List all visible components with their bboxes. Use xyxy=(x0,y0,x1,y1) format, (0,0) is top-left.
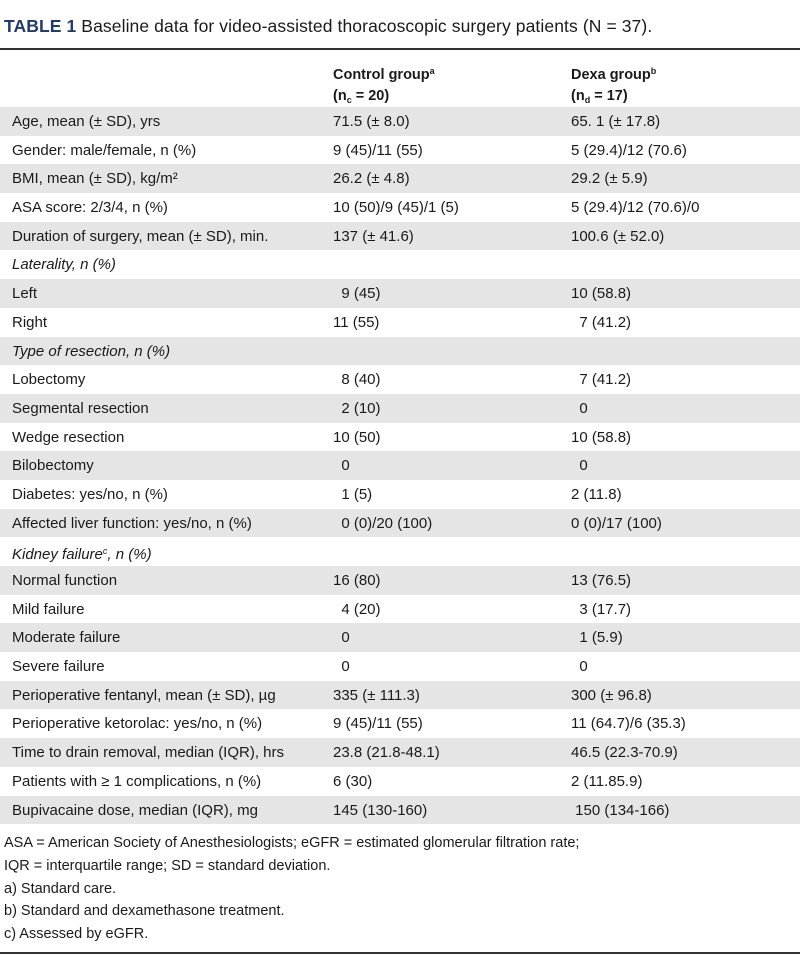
row-label-text: Gender: male/female, n (%) xyxy=(12,141,197,159)
row-label-text: Type of resection, n (%) xyxy=(12,342,171,360)
cell-control: 4 (20) xyxy=(333,600,381,618)
row-label-text: Affected liver function: yes/no, n (%) xyxy=(12,514,252,532)
table-row xyxy=(0,222,800,251)
header-dexa-title: Dexa group xyxy=(571,67,651,83)
row-label-text: Kidney failure xyxy=(12,546,103,564)
row-label-text: Laterality, n (%) xyxy=(12,256,116,274)
row-label-text: Perioperative ketorolac: yes/no, n (%) xyxy=(12,715,263,733)
footnote-line: a) Standard care. xyxy=(4,880,117,897)
row-label-suffix: , n (%) xyxy=(107,546,152,564)
row-label xyxy=(12,801,258,820)
cell-control: 1 (5) xyxy=(333,485,373,503)
header-control-group xyxy=(333,61,435,111)
row-label xyxy=(12,284,37,303)
table-row xyxy=(0,136,800,165)
row-label xyxy=(12,542,152,564)
header-dexa-n-suffix: = 17) xyxy=(590,88,628,104)
row-label xyxy=(12,112,160,131)
cell-control: 16 (80) xyxy=(333,572,381,589)
row-label xyxy=(12,313,47,332)
cell-control: 0 xyxy=(333,658,350,676)
table-row xyxy=(0,423,800,452)
footnote-line: ASA = American Society of Anesthesiologists; eGFR = estimated glomerular filtration rate; xyxy=(4,835,580,851)
top-rule xyxy=(0,48,800,50)
table-row xyxy=(0,652,800,681)
row-label xyxy=(12,686,276,705)
footnote-line: IQR = interquartile range; SD = standard deviation. xyxy=(4,857,331,874)
cell-dexa: 0 xyxy=(571,457,588,475)
header-control-sup: a xyxy=(429,66,435,76)
row-label-text: Right xyxy=(12,313,48,331)
table-row xyxy=(0,709,800,738)
cell-dexa: 10 (58.8) xyxy=(571,428,632,446)
row-label-text: ASA score: 2/3/4, n (%) xyxy=(12,199,168,217)
row-label xyxy=(12,198,168,217)
row-label xyxy=(12,255,116,274)
table-row xyxy=(0,509,800,538)
row-label-text: Left xyxy=(12,285,38,303)
row-label xyxy=(12,772,261,791)
row-label xyxy=(12,628,120,647)
row-label xyxy=(12,227,268,246)
cell-dexa: 300 (± 96.8) xyxy=(571,686,652,704)
cell-dexa: 0 (0)/17 (100) xyxy=(571,514,662,532)
header-control-n-prefix: (n xyxy=(333,88,347,104)
table-row xyxy=(0,308,800,337)
cell-dexa: 100.6 (± 52.0) xyxy=(571,227,665,245)
row-label-text: Perioperative fentanyl, mean (± SD), µg xyxy=(12,686,276,704)
table-row xyxy=(0,480,800,509)
header-control-n-suffix: = 20) xyxy=(351,88,390,104)
cell-control: 23.8 (21.8-48.1) xyxy=(333,744,440,762)
row-label xyxy=(12,714,262,733)
cell-dexa: 10 (58.8) xyxy=(571,285,632,303)
table-header xyxy=(0,55,800,107)
row-label xyxy=(12,141,196,160)
table-title: Baseline data for video-assisted thoracoscopic surgery patients (N = 37). xyxy=(76,16,653,36)
section-row xyxy=(0,250,800,279)
row-label xyxy=(12,342,170,361)
row-label xyxy=(12,428,124,447)
cell-dexa: 7 (41.2) xyxy=(571,313,632,331)
table-row xyxy=(0,164,800,193)
table-row xyxy=(0,193,800,222)
row-label-text: Age, mean (± SD), yrs xyxy=(12,113,161,130)
cell-control: 0 xyxy=(333,457,350,475)
table-number: TABLE 1 xyxy=(4,16,77,36)
row-label xyxy=(12,514,252,533)
header-dexa-n-sub: d xyxy=(584,95,591,105)
cell-control: 11 (55) xyxy=(333,313,380,331)
row-label-text: Bupivacaine dose, median (IQR), mg xyxy=(12,801,258,819)
row-label xyxy=(12,456,94,475)
row-label xyxy=(12,657,105,676)
row-label-text: Severe failure xyxy=(12,658,105,676)
row-label-text: Bilobectomy xyxy=(12,457,94,475)
row-label-text: Moderate failure xyxy=(12,629,121,647)
row-label-text: Mild failure xyxy=(12,600,85,618)
cell-control: 10 (50) xyxy=(333,428,381,446)
cell-dexa: 11 (64.7)/6 (35.3) xyxy=(571,715,686,733)
row-label xyxy=(12,485,168,504)
cell-control: 2 (10) xyxy=(333,399,381,417)
cell-dexa: 150 (134-166) xyxy=(571,801,670,819)
table-row xyxy=(0,767,800,796)
cell-dexa: 5 (29.4)/12 (70.6) xyxy=(571,141,687,159)
row-label-sup: c xyxy=(102,546,108,557)
cell-dexa: 65. 1 (± 17.8) xyxy=(571,113,661,130)
header-dexa-n-prefix: (n xyxy=(571,88,585,104)
row-label-text: Patients with ≥ 1 complications, n (%) xyxy=(12,772,262,790)
cell-control: 0 (0)/20 (100) xyxy=(333,514,433,532)
table-row xyxy=(0,623,800,652)
cell-dexa: 2 (11.8) xyxy=(571,485,622,503)
cell-control: 0 xyxy=(333,629,350,647)
row-label-text: Duration of surgery, mean (± SD), min. xyxy=(12,227,269,245)
header-control-title: Control group xyxy=(333,67,430,83)
row-label xyxy=(12,600,85,619)
footnote-line: c) Assessed by eGFR. xyxy=(4,926,149,943)
cell-dexa: 7 (41.2) xyxy=(571,371,632,389)
table-row xyxy=(0,595,800,624)
cell-control: 6 (30) xyxy=(333,772,373,790)
cell-control: 26.2 (± 4.8) xyxy=(333,170,410,188)
cell-control: 137 (± 41.6) xyxy=(333,227,414,245)
row-label-text: BMI, mean (± SD), kg/m² xyxy=(12,170,178,188)
table-body xyxy=(0,107,800,824)
cell-dexa: 46.5 (22.3-70.9) xyxy=(571,744,678,762)
table-row xyxy=(0,451,800,480)
cell-dexa: 2 (11.85.9) xyxy=(571,772,643,790)
row-label-text: Lobectomy xyxy=(12,371,86,389)
row-label-text: Diabetes: yes/no, n (%) xyxy=(12,485,168,503)
table-row xyxy=(0,681,800,710)
cell-dexa: 0 xyxy=(571,658,588,676)
cell-dexa: 3 (17.7) xyxy=(571,600,632,618)
table-row xyxy=(0,365,800,394)
table-row xyxy=(0,796,800,825)
table-footnotes xyxy=(4,832,579,946)
cell-control: 335 (± 111.3) xyxy=(333,686,420,704)
row-label xyxy=(12,743,284,762)
footnote-line: b) Standard and dexamethasone treatment. xyxy=(4,903,285,920)
row-label xyxy=(12,370,85,389)
cell-control: 9 (45)/11 (55) xyxy=(333,141,423,159)
table-row xyxy=(0,738,800,767)
cell-dexa: 1 (5.9) xyxy=(571,629,623,647)
header-control-n-sub: c xyxy=(346,95,352,105)
cell-dexa: 29.2 (± 5.9) xyxy=(571,170,648,188)
table-caption xyxy=(4,16,652,37)
header-dexa-group xyxy=(571,61,656,111)
table-row xyxy=(0,394,800,423)
section-row xyxy=(0,537,800,566)
cell-dexa: 13 (76.5) xyxy=(571,572,632,589)
table-row xyxy=(0,107,800,136)
row-label-text: Time to drain removal, median (IQR), hrs xyxy=(12,744,285,762)
section-row xyxy=(0,337,800,366)
header-dexa-sup: b xyxy=(650,66,657,76)
row-label-text: Normal function xyxy=(12,572,118,589)
cell-control: 9 (45)/11 (55) xyxy=(333,715,423,733)
row-label-text: Wedge resection xyxy=(12,428,125,446)
row-label xyxy=(12,169,178,188)
cell-dexa: 0 xyxy=(571,399,588,417)
cell-control: 9 (45) xyxy=(333,285,381,303)
cell-control: 8 (40) xyxy=(333,371,381,389)
table-row xyxy=(0,566,800,595)
table-row xyxy=(0,279,800,308)
cell-control: 10 (50)/9 (45)/1 (5) xyxy=(333,199,459,217)
cell-control: 71.5 (± 8.0) xyxy=(333,113,410,130)
cell-dexa: 5 (29.4)/12 (70.6)/0 xyxy=(571,199,700,217)
row-label xyxy=(12,399,149,418)
bottom-rule xyxy=(0,952,800,954)
cell-control: 145 (130-160) xyxy=(333,801,428,819)
row-label xyxy=(12,571,117,590)
row-label-text: Segmental resection xyxy=(12,399,149,417)
